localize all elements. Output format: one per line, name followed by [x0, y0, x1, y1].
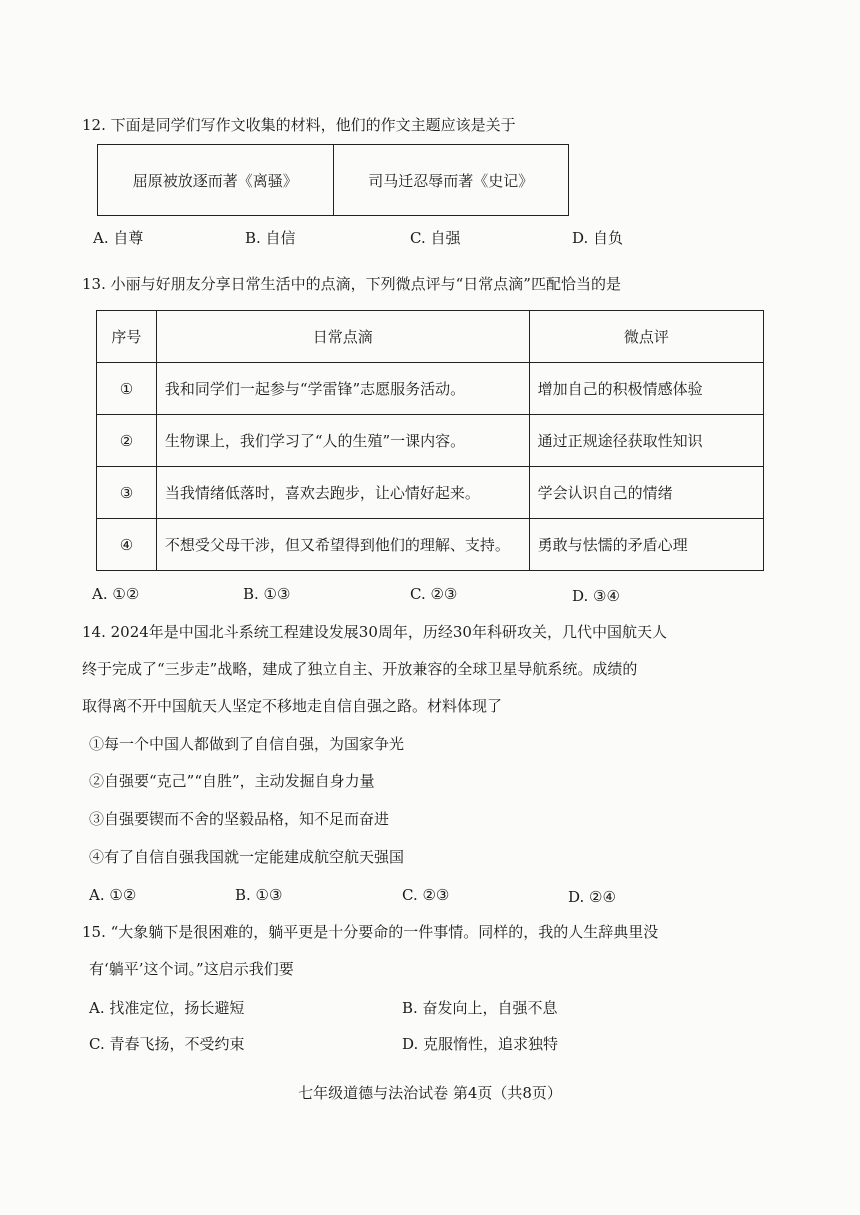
header-index: 序号 [97, 311, 157, 363]
q15-option-d: D. 克服惰性，追求独特 [402, 1035, 559, 1053]
row-comment: 通过正规途径获取性知识 [529, 415, 763, 467]
row-daily: 不想受父母干涉，但又希望得到他们的理解、支持。 [156, 519, 529, 571]
q12-material-2: 司马迁忍辱而著《史记》 [333, 145, 569, 215]
row-daily: 我和同学们一起参与“学雷锋”志愿服务活动。 [156, 363, 529, 415]
q12-stem: 12. 下面是同学们写作文收集的材料，他们的作文主题应该是关于 [82, 116, 516, 134]
header-comment: 微点评 [529, 311, 763, 363]
q12-option-d: D. 自负 [572, 229, 624, 247]
row-index: ① [97, 363, 157, 415]
q14-item-4: ④有了自信自强我国就一定能建成航空航天强国 [89, 848, 405, 866]
q14-item-1: ①每一个中国人都做到了自信自强，为国家争光 [89, 735, 405, 753]
q13-option-a: A. ①② [92, 585, 140, 603]
q14-item-3: ③自强要锲而不舍的坚毅品格，知不足而奋进 [89, 810, 390, 828]
table-row [97, 467, 764, 519]
q14-option-a: A. ①② [89, 886, 137, 904]
row-index: ② [97, 415, 157, 467]
q12-option-a: A. 自尊 [93, 229, 144, 247]
q14-option-d: D. ②④ [568, 888, 616, 906]
header-daily: 日常点滴 [156, 311, 529, 363]
q12-option-b: B. 自信 [245, 229, 296, 247]
page-footer: 七年级道德与法治试卷 第4页（共8页） [298, 1084, 562, 1102]
q13-option-c: C. ②③ [410, 585, 458, 603]
table-row [97, 519, 764, 571]
row-daily: 当我情绪低落时，喜欢去跑步，让心情好起来。 [156, 467, 529, 519]
table-row [97, 415, 764, 467]
q13-option-d: D. ③④ [572, 587, 620, 605]
q15-option-a: A. 找准定位，扬长避短 [89, 999, 245, 1017]
row-comment: 增加自己的积极情感体验 [529, 363, 763, 415]
q15-option-c: C. 青春飞扬，不受约束 [89, 1035, 245, 1053]
q15-option-b: B. 奋发向上，自强不息 [402, 999, 558, 1017]
q15-line-2: 有‘躺平’这个词。”这启示我们要 [89, 960, 294, 978]
q12-material-table [97, 144, 569, 216]
q14-line-1: 14. 2024年是中国北斗系统工程建设发展30周年，历经30年科研攻关，几代中国航天人 [82, 623, 667, 641]
q14-option-b: B. ①③ [235, 886, 283, 904]
q14-line-3: 取得离不开中国航天人坚定不移地走自信自强之路。材料体现了 [82, 697, 503, 715]
q13-table [96, 310, 764, 571]
q15-line-1: 15. “大象躺下是很困难的，躺平更是十分要命的一件事情。同样的，我的人生辞典里没 [82, 923, 659, 941]
row-comment: 勇敢与怯懦的矛盾心理 [529, 519, 763, 571]
q14-line-2: 终于完成了“三步走”战略，建成了独立自主、开放兼容的全球卫星导航系统。成绩的 [82, 660, 638, 678]
q13-stem: 13. 小丽与好朋友分享日常生活中的点滴，下列微点评与“日常点滴”匹配恰当的是 [82, 275, 621, 293]
row-daily: 生物课上，我们学习了“人的生殖”一课内容。 [156, 415, 529, 467]
q12-option-c: C. 自强 [410, 229, 461, 247]
table-row [97, 363, 764, 415]
q14-item-2: ②自强要“克己”“自胜”，主动发掘自身力量 [89, 772, 375, 790]
q13-option-b: B. ①③ [243, 585, 291, 603]
table-header-row [97, 311, 764, 363]
q14-option-c: C. ②③ [402, 886, 450, 904]
q12-material-1: 屈原被放逐而著《离骚》 [132, 171, 298, 190]
row-index: ③ [97, 467, 157, 519]
row-comment: 学会认识自己的情绪 [529, 467, 763, 519]
row-index: ④ [97, 519, 157, 571]
